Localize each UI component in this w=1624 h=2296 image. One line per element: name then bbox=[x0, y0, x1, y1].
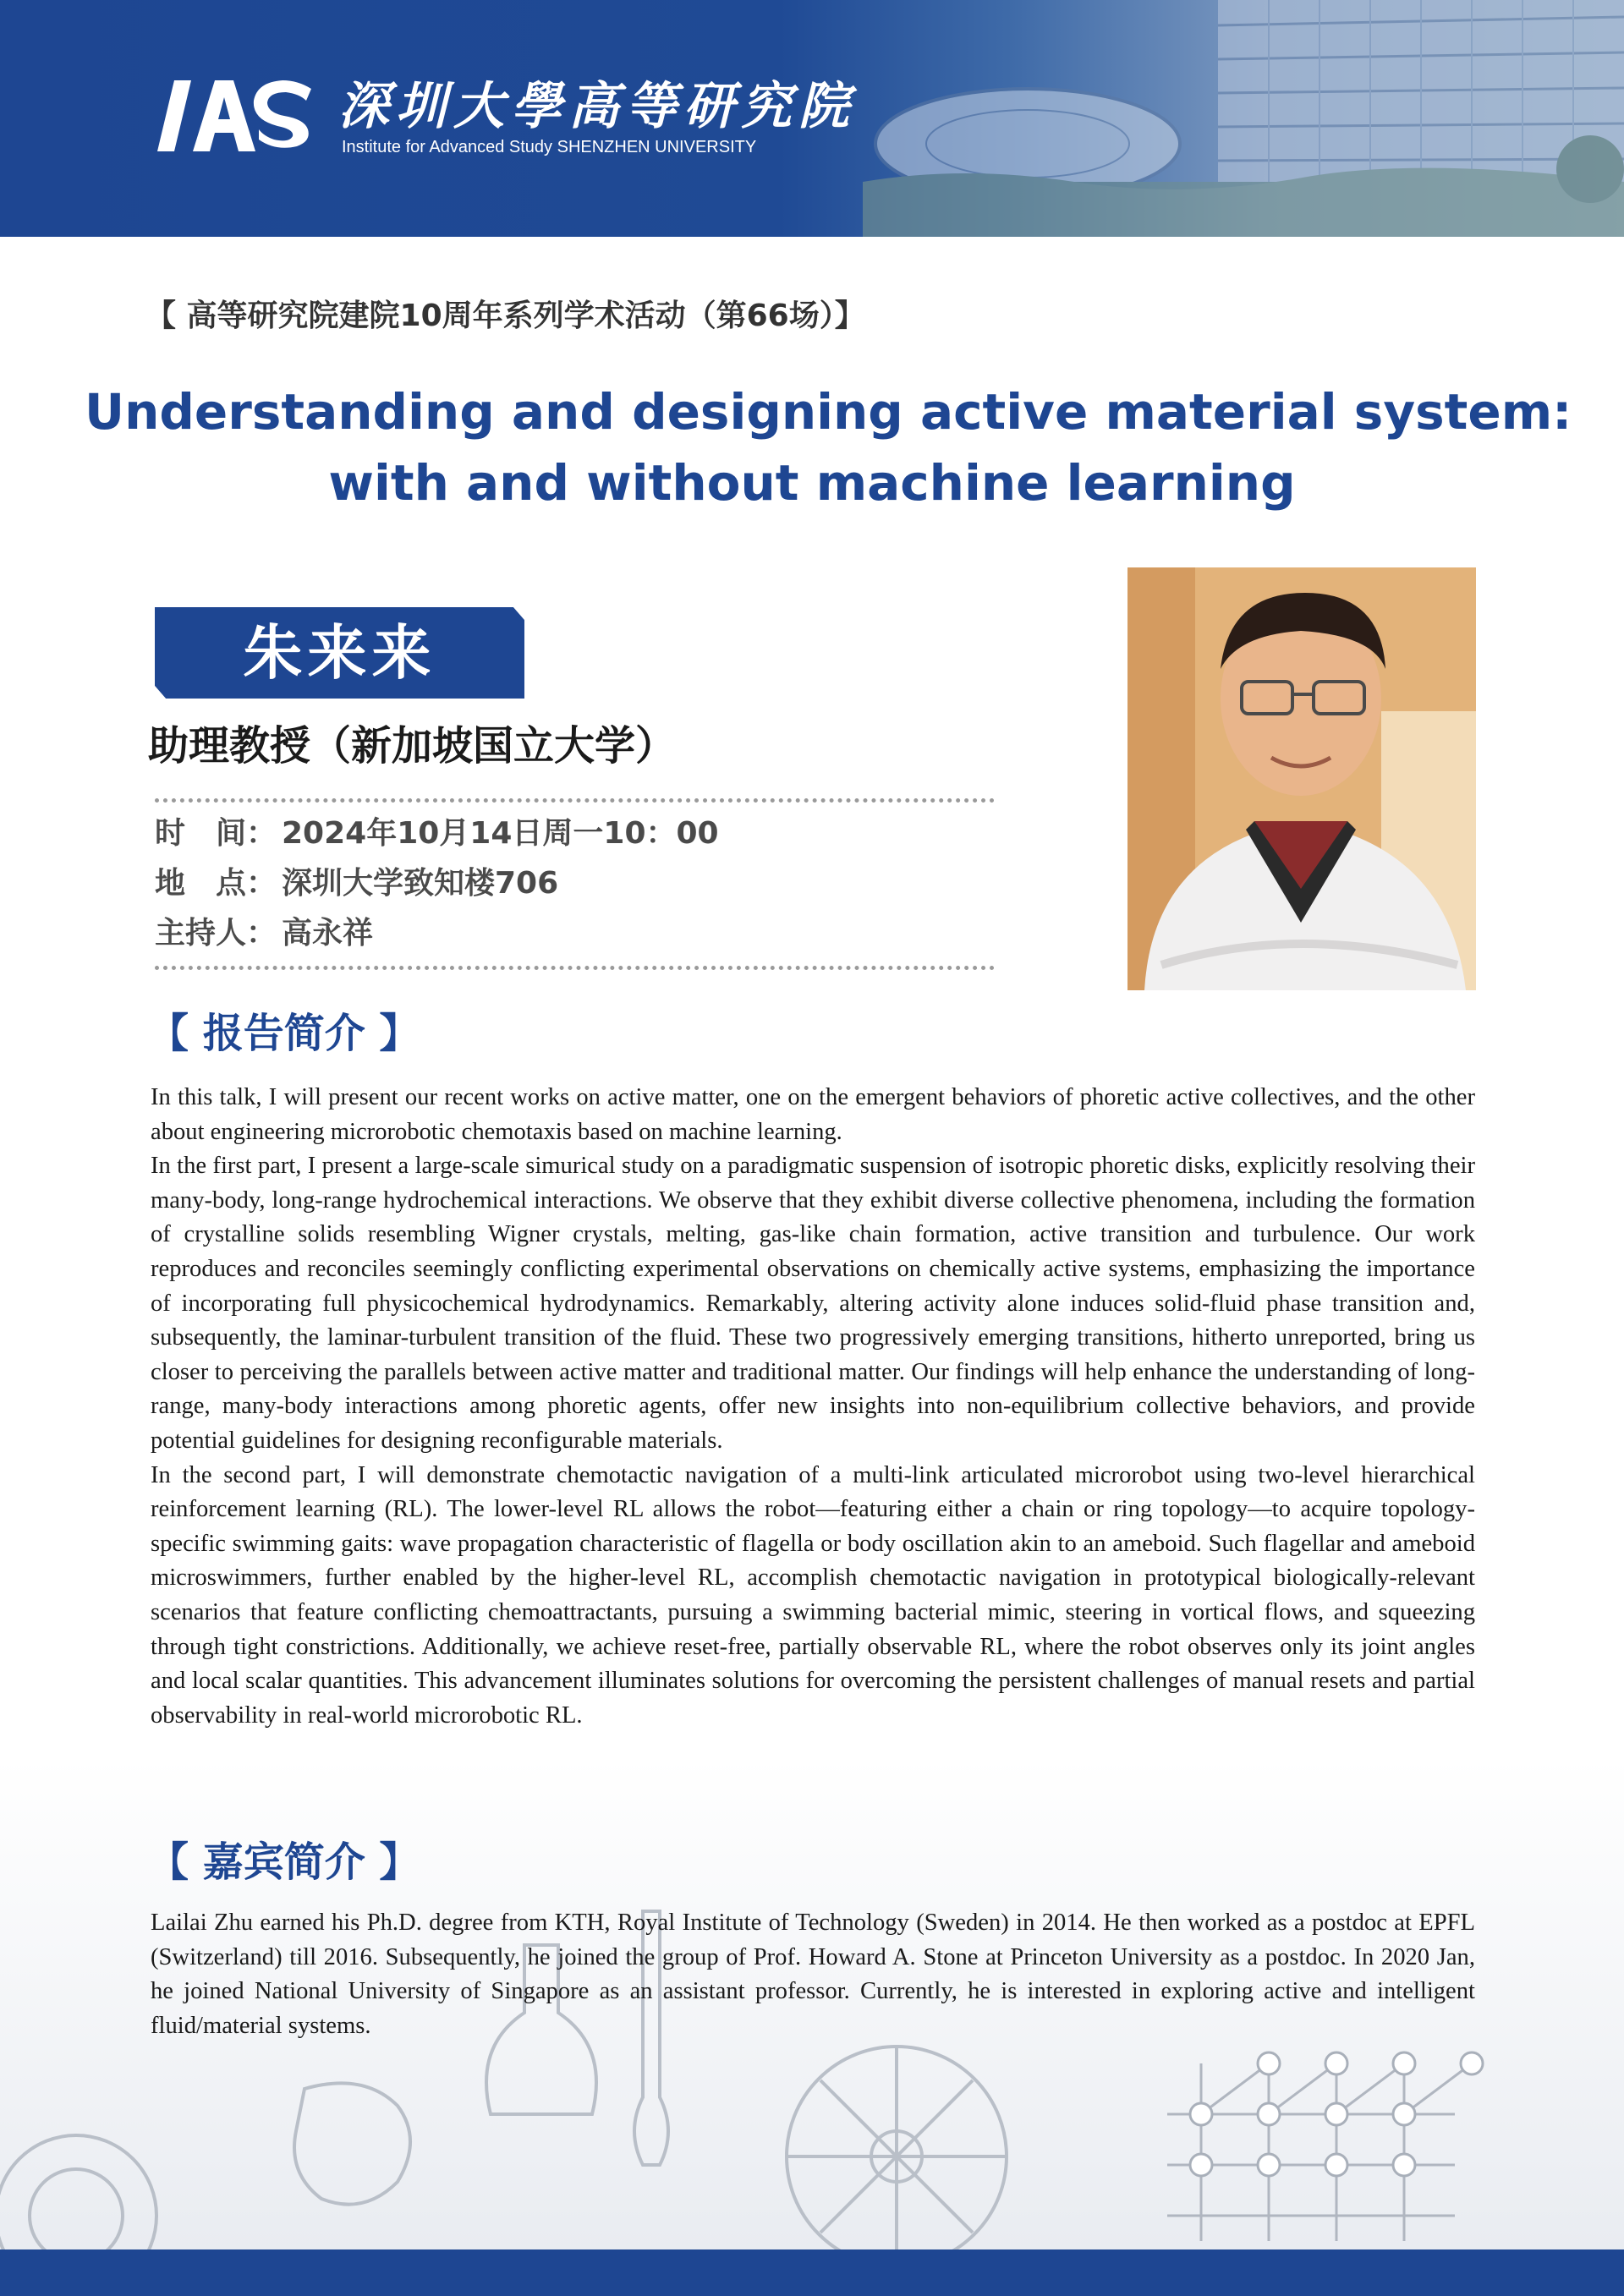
bio-heading: 【 嘉宾简介 】 bbox=[148, 1838, 420, 1886]
info-time-label: 时 间： bbox=[155, 816, 277, 851]
header-banner bbox=[0, 0, 1624, 237]
speaker-photo bbox=[1127, 567, 1476, 990]
campus-building-illustration bbox=[863, 0, 1624, 237]
speaker-name: 朱来来 bbox=[243, 618, 436, 688]
bio-body bbox=[151, 1906, 1475, 2043]
info-host-label: 主持人： bbox=[155, 916, 277, 951]
info-place-value: 深圳大学致知楼706 bbox=[282, 866, 559, 901]
talk-title-line-1: Understanding and designing active material system: bbox=[85, 383, 1572, 441]
speaker-role: 助理教授（新加坡国立大学） bbox=[148, 722, 677, 770]
divider-bottom bbox=[155, 966, 995, 970]
info-place-label: 地 点： bbox=[155, 866, 277, 901]
info-host-value: 高永祥 bbox=[282, 916, 374, 951]
info-host bbox=[155, 913, 373, 954]
abstract-paragraph: In the second part, I will demonstrate chemotactic navigation of a multi-link articulated microrobot using two-level hierarchical reinforcement learning (RL). The lower-level RL allows the robot—featuring either a chain or ring topology—to acquire topology-specific swimming gaits: wave propagation characteristic of flagella or body oscillation akin to an ameboid. Such flagellar and ameboid microswimmers, further enabled by the higher-level RL, accomplish chemotactic navigation in prototypical biologically-relevant scenarios that feature conflicting chemoattractants, pursuing a swimming bacterial mimic, steering in vortical flows, and squeezing through tight constrictions. Additionally, we achieve reset-free, partially observable RL, where the robot observes only its joint angles and local scalar quantities. This advancement illuminates solutions for overcoming the persistent challenges of manual resets and partial observability in real-world microrobotic RL. bbox=[151, 1461, 1475, 1729]
abstract-paragraph: In this talk, I will present our recent works on active matter, one on the emergent behaviors of phoretic active collectives, and the other about engineering microrobotic chemotaxis based on machine learning. bbox=[151, 1084, 1475, 1145]
series-label: 【 高等研究院建院10周年系列学术活动（第66场）】 bbox=[145, 299, 865, 333]
info-time bbox=[155, 814, 719, 854]
institute-name-en: Institute for Advanced Study SHENZHEN UNIVERSITY bbox=[342, 138, 757, 156]
footer-bar bbox=[0, 2249, 1624, 2296]
abstract-body bbox=[151, 1081, 1475, 1733]
abstract-paragraph: In the first part, I present a large-scale simurical study on a paradigmatic suspension of isotropic phoretic disks, explicitly resolving their many-body, long-range hydrochemical interactions. We observe that they exhibit diverse collective phenomena, including the formation of crystalline solids resembling Wigner crystals, melting, gas-like chain formation, active transition and turbulence. Our work reproduces and reconciles seemingly conflicting experimental observations on chemically active systems, emphasizing the importance of incorporating full physicochemical hydrodynamics. Remarkably, altering activity alone induces solid-fluid phase transition and, subsequently, the laminar-turbulent transition of the fluid. These two progressively emerging transitions, hitherto unreported, bring us closer to perceiving the parallels between active matter and traditional matter. Our findings will help enhance the understanding of long-range, many-body interactions among phoretic agents, offer new insights into non-equilibrium collective behaviors, and provide potential guidelines for designing reconfigurable materials. bbox=[151, 1153, 1475, 1454]
info-time-value: 2024年10月14日周一10：00 bbox=[282, 816, 719, 851]
institute-name-cn: 深圳大學高等研究院 bbox=[338, 77, 856, 136]
speaker-portrait-icon bbox=[1127, 567, 1476, 990]
ias-logo-icon bbox=[149, 80, 314, 151]
abstract-heading: 【 报告简介 】 bbox=[148, 1010, 420, 1057]
divider-top bbox=[155, 798, 995, 803]
talk-title bbox=[85, 376, 1572, 518]
bio-paragraph: Lailai Zhu earned his Ph.D. degree from KTH, Royal Institute of Technology (Sweden) in 2014. He then worked as a postdoc at EPFL (Switzerland) till 2016. Subsequently, he joined the group of Prof. Howard A. Stone at Princeton University as a postdoc. In 2020 Jan, he joined National University of Singapore as an assistant professor. Currently, he is interested in exploring active and intelligent fluid/material systems. bbox=[151, 1910, 1475, 2039]
talk-title-line-2: with and without machine learning bbox=[328, 454, 1296, 512]
info-place bbox=[155, 863, 558, 904]
